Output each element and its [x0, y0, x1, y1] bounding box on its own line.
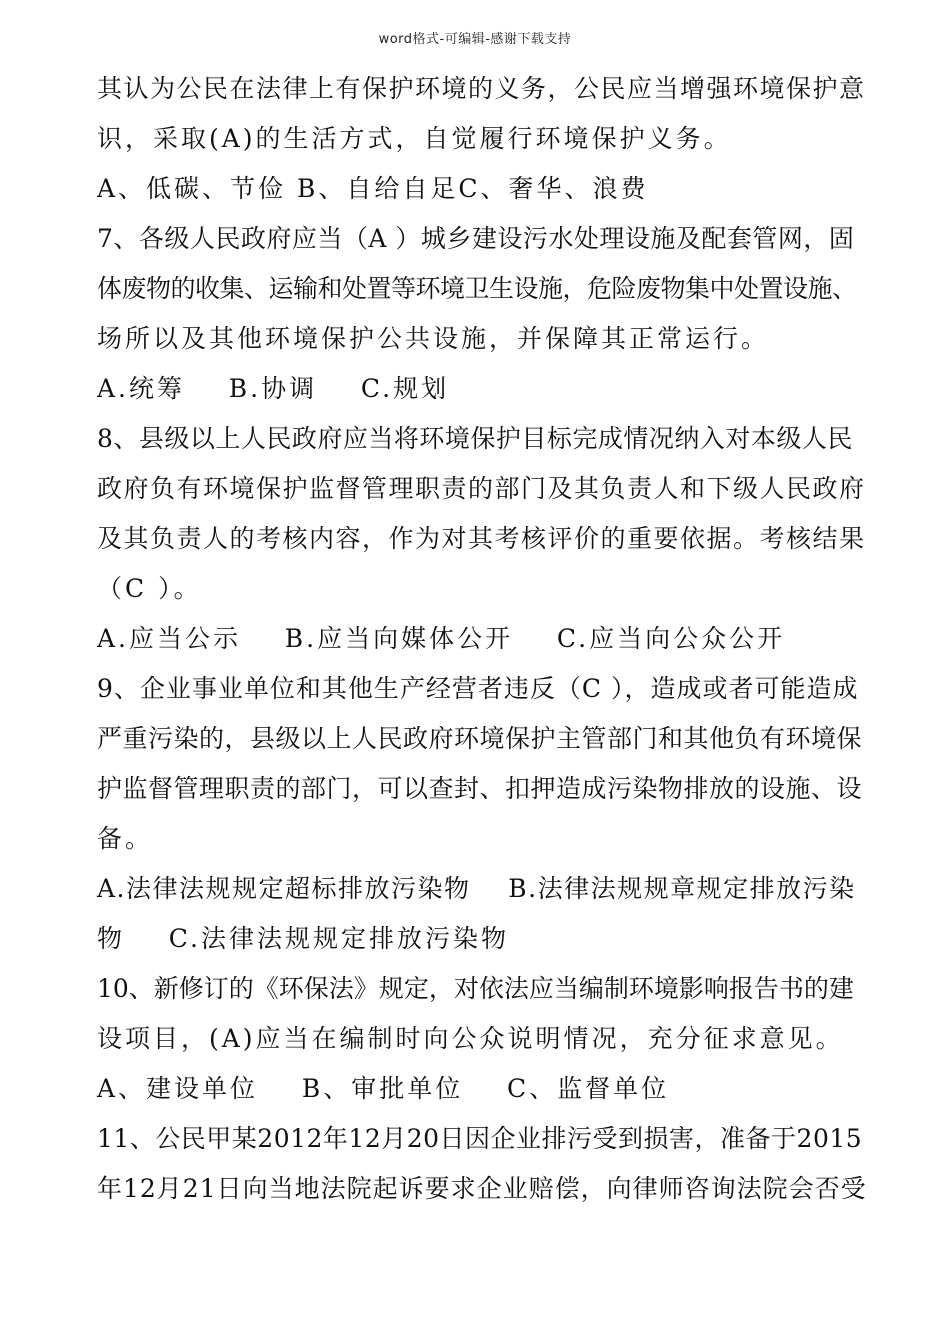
document-body — [97, 64, 867, 1214]
question-9-options: A.法律法规规定超标排放污染物 B.法律法规规章规定排放污染 — [97, 874, 856, 903]
text-line: 护监督管理职责的部门，可以查封、扣押造成污染物排放的设施、设 — [97, 774, 863, 803]
question-9-line: 9、企业事业单位和其他生产经营者违反（C ），造成或者可能造成 — [97, 674, 859, 703]
text-line: 其认为公民在法律上有保护环境的义务，公民应当增强环境保护意 — [97, 74, 866, 103]
question-7-line: 7、各级人民政府应当（A ）城乡建设污水处理设施及配套管网，固 — [97, 224, 855, 253]
text-line: 年12月21日向当地法院起诉要求企业赔偿，向律师咨询法院会否受 — [97, 1174, 867, 1203]
question-11-line: 11、公民甲某2012年12月20日因企业排污受到损害，准备于2015 — [97, 1124, 863, 1153]
text-line: 识，采取(A)的生活方式，自觉履行环境保护义务。 — [97, 124, 732, 153]
text-line: A、低碳、节俭 B、自给自足C、奢华、浪费 — [97, 174, 649, 203]
text-line: （C ）。 — [97, 574, 202, 603]
text-line: 体废物的收集、运输和处置等环境卫生设施，危险废物集中处置设施、 — [97, 274, 857, 303]
text-line: 及其负责人的考核内容，作为对其考核评价的重要依据。考核结果 — [97, 524, 866, 553]
text-line: 政府负有环境保护监督管理职责的部门及其负责人和下级人民政府 — [97, 474, 866, 503]
text-line: 场所以及其他环境保护公共设施，并保障其正常运行。 — [97, 324, 770, 353]
question-8-options: A.应当公示 B.应当向媒体公开 C.应当向公众公开 — [97, 624, 786, 653]
question-9-options: 物 C.法律法规规定排放污染物 — [97, 924, 509, 953]
text-line: 严重污染的，县级以上人民政府环境保护主管部门和其他负有环境保 — [97, 724, 863, 753]
text-line: 备。 — [97, 824, 154, 853]
page-header: word格式-可编辑-感谢下载支持 — [378, 32, 572, 47]
question-10-line: 10、新修订的《环保法》规定，对依法应当编制环境影响报告书的建 — [97, 974, 854, 1003]
question-8-line: 8、县级以上人民政府应当将环境保护目标完成情况纳入对本级人民 — [97, 424, 853, 453]
question-7-options: A.统筹 B.协调 C.规划 — [97, 374, 450, 403]
text-line: 设项目，(A)应当在编制时向公众说明情况，充分征求意见。 — [97, 1024, 844, 1053]
question-10-options: A、建设单位 B、审批单位 C、监督单位 — [97, 1074, 670, 1103]
